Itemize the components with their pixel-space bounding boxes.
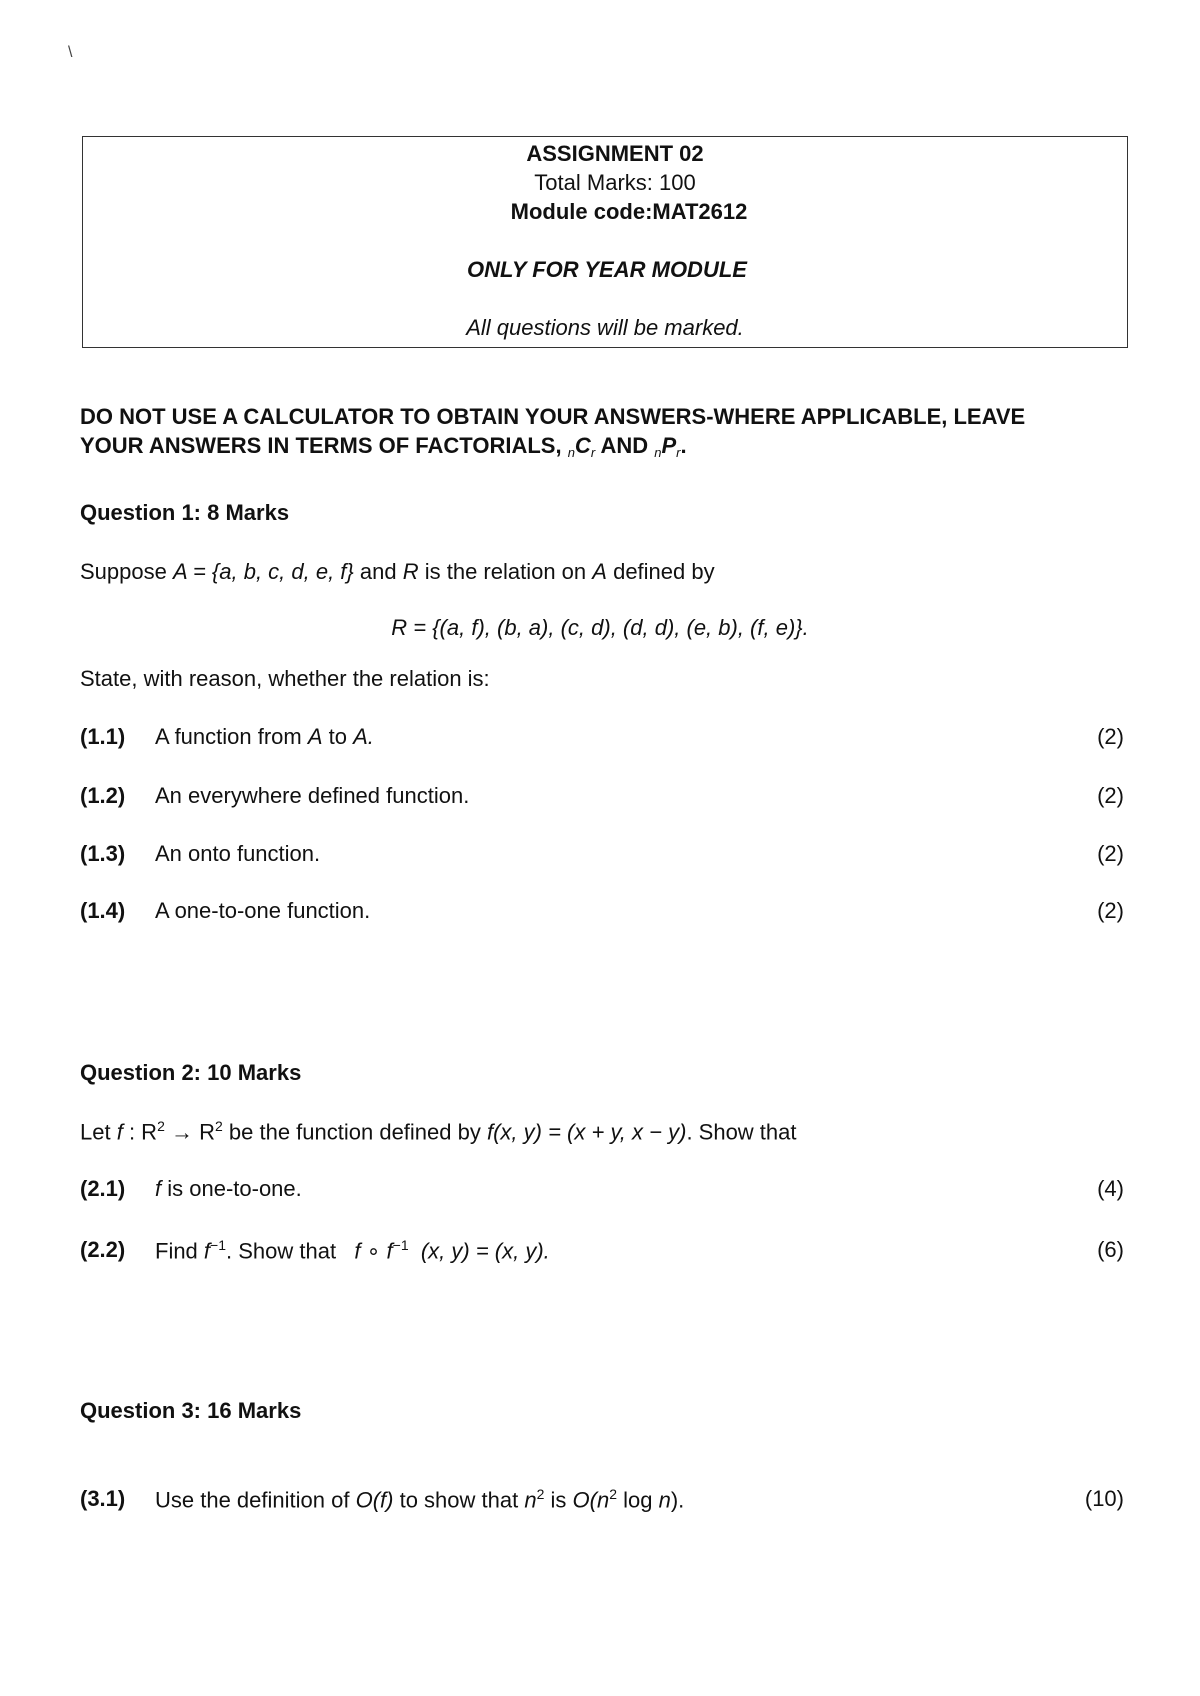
item-marks: (4) [1097,1176,1124,1201]
year-module-note: ONLY FOR YEAR MODULE [467,257,747,282]
npr-sub-r: r [676,445,681,460]
set-a-definition: A = {a, b, c, d, e, f} [172,559,354,584]
calculator-warning [80,402,1160,463]
item-math: (x, y) = (x, y). [408,1238,550,1264]
question-1-heading: Question 1: 8 Marks [80,500,290,525]
assignment-title: ASSIGNMENT 02 [526,141,704,166]
warning-line-2 [80,431,1160,463]
item-text-part: ). [670,1487,685,1513]
function-definition: f(x, y) = (x + y, x − y) [486,1119,687,1145]
ncr-c: C [574,433,591,458]
corner-mark: \ [68,44,73,61]
q1-intro-part: and [353,559,403,584]
question-item-1-4 [80,898,1124,928]
item-number: (1.4) [80,898,126,923]
superscript: 2 [214,1118,223,1134]
question-3-heading: Question 3: 16 Marks [80,1398,302,1423]
superscript: 2 [609,1486,617,1502]
item-text-part: log [616,1487,659,1513]
item-text-part: Use the definition of [155,1487,356,1513]
item-text [155,1176,302,1202]
item-math: f [203,1238,211,1264]
item-text-part: is one-to-one. [161,1176,302,1201]
item-marks: (2) [1097,783,1124,808]
item-number: (2.1) [80,1176,126,1201]
item-marks: (2) [1097,724,1124,749]
ncr-sub-r: r [590,445,596,460]
q1-intro-part: Suppose [80,559,173,584]
npr-p: P [661,433,677,458]
item-marks: (2) [1097,898,1124,923]
q1-intro-part: is the relation on [418,559,593,584]
item-number: (2.2) [80,1237,126,1262]
superscript: −1 [392,1237,409,1253]
item-text-part: to [322,724,354,749]
item-math: f ∘ f [354,1238,393,1264]
item-text [155,724,374,750]
item-text-part: . Show that [226,1238,355,1264]
item-math: n [524,1487,537,1513]
question-item-1-2 [80,783,1124,813]
warning-prefix: YOUR ANSWERS IN TERMS OF FACTORIALS, [80,433,568,458]
question-2-intro [80,1118,797,1145]
item-text: A one-to-one function. [155,898,371,923]
item-number: (3.1) [80,1486,126,1511]
superscript: −1 [210,1237,227,1253]
function-symbol: f [116,1119,123,1145]
item-number: (1.2) [80,783,126,808]
item-number: (1.1) [80,724,126,749]
assignment-header-box [82,136,1128,348]
question-1-intro [80,559,715,585]
warning-and: AND [595,433,655,458]
item-text-part: Find [155,1238,204,1264]
q2-intro-part: → R [164,1119,215,1145]
warning-line-1: DO NOT USE A CALCULATOR TO OBTAIN YOUR ANSWERS-WHERE APPLICABLE, LEAVE [80,404,1026,429]
ncr-sub-n: n [567,445,575,460]
item-text-part: A function from [155,724,308,749]
question-item-2-2 [80,1237,1124,1267]
q2-intro-part: . Show that [686,1119,797,1145]
question-1-state: State, with reason, whether the relation is: [80,666,490,691]
q2-intro-part: Let [80,1119,117,1145]
relation-symbol: R [402,559,419,584]
item-math: n [658,1487,671,1513]
item-marks: (2) [1097,841,1124,866]
item-text-part: to show that [393,1487,525,1513]
item-math: O(n [572,1487,610,1513]
npr-sub-n: n [654,445,662,460]
question-item-2-1 [80,1176,1124,1206]
question-item-1-1 [80,724,1124,754]
question-item-1-3 [80,841,1124,871]
item-marks: (10) [1084,1486,1124,1511]
item-text: An everywhere defined function. [155,783,470,808]
item-math: f [155,1176,162,1201]
item-text-part: is [544,1487,573,1513]
question-item-3-1 [80,1486,1124,1516]
relation-definition: R = {(a, f), (b, a), (c, d), (d, d), (e, b), (f, e)}. [391,615,809,640]
superscript: 2 [157,1118,165,1134]
question-2-heading: Question 2: 10 Marks [80,1060,302,1085]
item-math: O(f) [355,1487,394,1513]
q1-intro-part: defined by [606,559,715,584]
item-text: An onto function. [155,841,321,866]
item-marks: (6) [1097,1237,1124,1262]
superscript: 2 [536,1486,545,1502]
item-math: A [307,724,323,749]
total-marks: Total Marks: 100 [534,170,696,195]
item-text [155,1237,550,1264]
item-number: (1.3) [80,841,126,866]
item-math: A. [353,724,374,749]
q2-intro-part: : R [122,1119,158,1145]
set-symbol: A [592,559,607,584]
item-text [155,1486,684,1513]
warning-end: . [680,433,687,458]
marking-note: All questions will be marked. [466,315,744,340]
module-code: Module code:MAT2612 [510,199,748,224]
q2-intro-part: be the function defined by [222,1119,487,1145]
